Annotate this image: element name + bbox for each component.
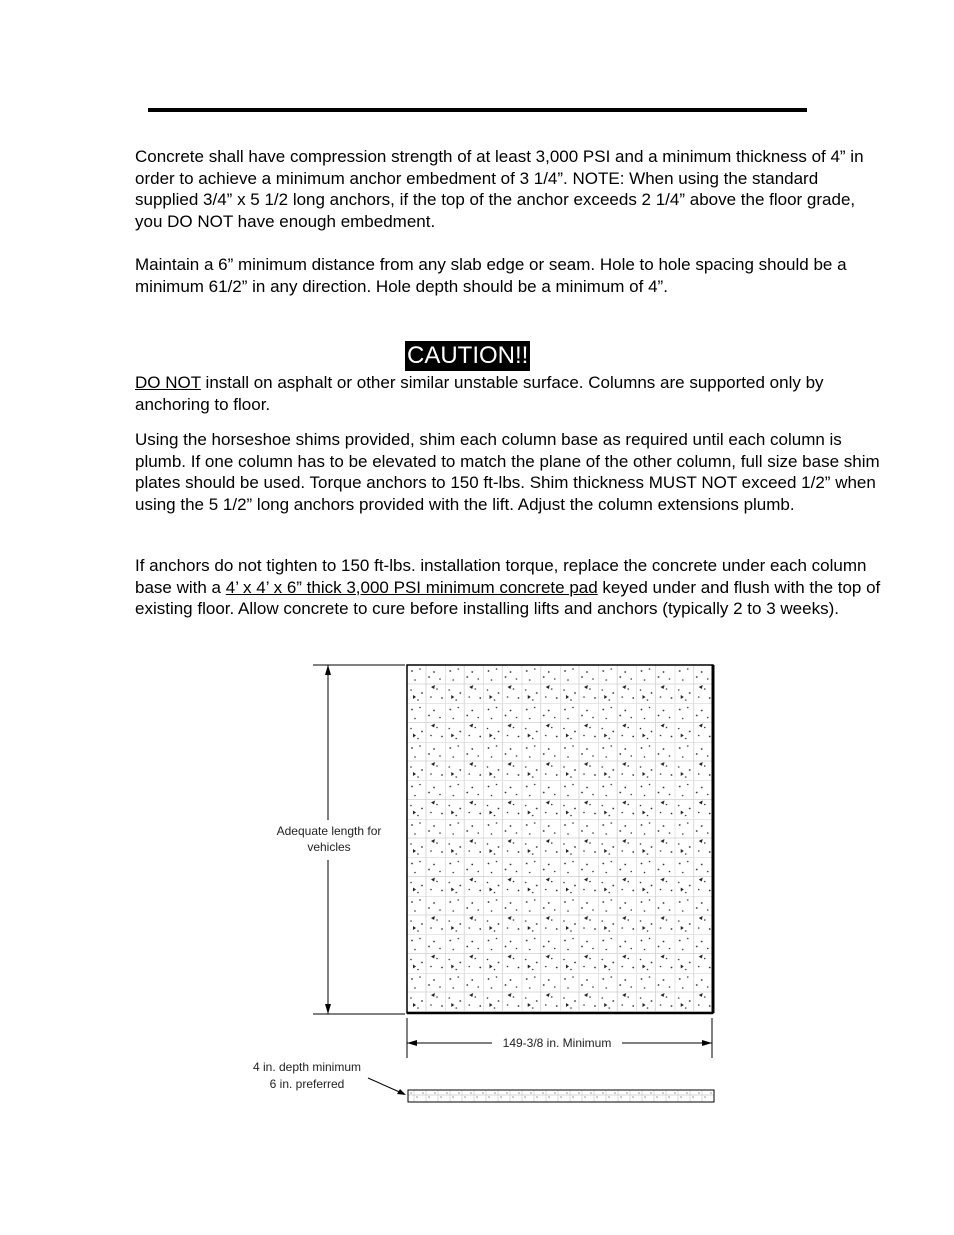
shim-instructions-paragraph: Using the horseshoe shims provided, shim each column base as required until each column is plumb. If one column has to be elevated to match the plane of the other column, full size base shim plates should be used. Torque anchors to 150 ft-lbs. Shim thickness MUST NOT exceed 1/2” when using the 5 1/2” long anchors provided with the lift. Adjust the column extensions plumb. (135, 430, 880, 514)
concrete-pad-text-end: keyed under and flush with the top of existing floor. Allow concrete to cure before installing lifts and anchors (typically 2 to 3 weeks). (135, 577, 881, 618)
concrete-pad-text-start: If anchors do not tighten to 150 ft-lbs. installation torque, replace the concrete under each column base with a (135, 556, 867, 597)
hole-spacing-paragraph: Maintain a 6” minimum distance from any slab edge or seam. Hole to hole spacing should be a minimum 61/2” in any direction. Hole depth should be a minimum of 4”. (135, 255, 847, 296)
concrete-requirements-paragraph: Concrete shall have compression strength of at least 3,000 PSI and a minimum thickness of 4” in order to achieve a minimum anchor embedment of 3 1/4”. NOTE: When using the standard supplied 3/4” x 5 1/2 long anchors, if the top of the anchor exceeds 2 1/4” above the floor grade, you DO NOT have enough embedment. (135, 147, 864, 231)
slab-depth-section (408, 1090, 714, 1102)
width-label: 149-3/8 in. Minimum (502, 1036, 612, 1050)
length-label-line2: vehicles (307, 840, 351, 854)
do-not-underlined: DO NOT (135, 373, 201, 392)
caution-heading: CAUTION!! (407, 342, 529, 369)
depth-label-line1: 4 in. depth minimum (252, 1060, 362, 1074)
asphalt-warning-text: install on asphalt or other similar unstable surface. Columns are supported only by anchoring to floor. (135, 373, 824, 414)
concrete-pad-spec-underlined: 4’ x 4’ x 6” thick 3,000 PSI minimum concrete pad (225, 577, 598, 597)
concrete-slab-plan (407, 665, 713, 1013)
length-label-line1: Adequate length for (276, 824, 382, 838)
depth-label-line2: 6 in. preferred (269, 1077, 345, 1091)
depth-leader-arrow (397, 1089, 406, 1095)
